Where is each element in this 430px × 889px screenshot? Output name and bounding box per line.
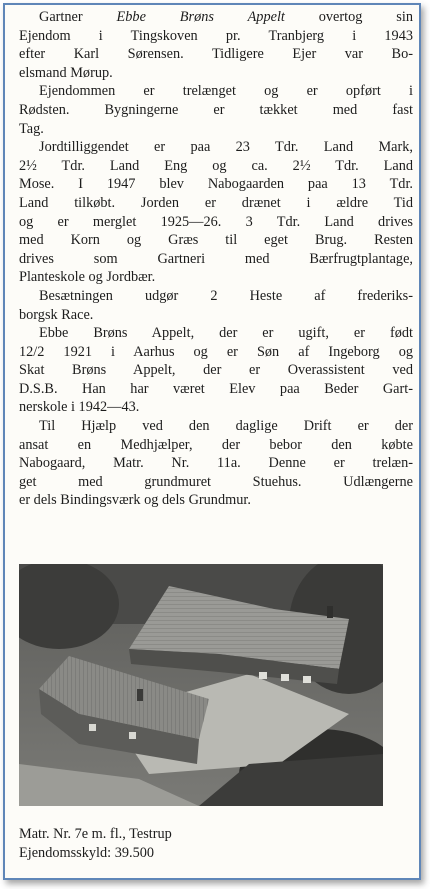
text-line: 12/2 1921 i Aarhus og er Søn af Ingeborg og — [19, 343, 413, 360]
text-line: Planteskole og Jordbær. — [19, 269, 156, 286]
paragraph-land — [19, 138, 413, 287]
text-line: drives som Gartneri med Bærfrugtplantage, — [19, 250, 413, 267]
property-caption — [19, 825, 172, 862]
paragraph-ownership — [19, 8, 413, 82]
text-line: Besætningen udgør 2 Heste af frederiks- — [39, 287, 413, 304]
text-line: Ebbe Brøns Appelt, der er ugift, er født — [39, 325, 413, 342]
paragraph-staff — [19, 417, 413, 510]
property-valuation: Ejendomsskyld: 39.500 — [19, 844, 155, 861]
text-line: ansat en Medhjælper, der bebor den købte — [19, 436, 413, 453]
text-line: og er merglet 1925—26. 3 Tdr. Land drives — [19, 213, 413, 230]
paragraph-buildings — [19, 82, 413, 138]
text-line: Skat Brøns Appelt, der er Overassistent ved — [19, 362, 413, 379]
cadastral-number: Matr. Nr. 7e m. fl., Testrup — [19, 826, 172, 842]
text-span: Gartner — [39, 9, 117, 25]
text-line: Rødsten. Bygningerne er tækket med fast — [19, 101, 413, 118]
text-line: nerskole i 1942—43. — [19, 399, 140, 416]
paragraph-livestock — [19, 287, 413, 324]
text-line: Til Hjælp ved den daglige Drift er der — [39, 418, 413, 435]
text-line: borgsk Race. — [19, 306, 94, 323]
owner-name: Ebbe Brøns Appelt — [116, 9, 285, 25]
text-line: 2½ Tdr. Land Eng og ca. 2½ Tdr. Land — [19, 157, 413, 174]
text-span: overtog sin — [284, 9, 413, 25]
text-line: D.S.B. Han har været Elev paa Beder Gart- — [19, 380, 413, 397]
text-line: med Korn og Græs til eget Brug. Resten — [19, 232, 413, 249]
text-line: efter Karl Sørensen. Tidligere Ejer var Bo- — [19, 46, 413, 63]
text-line: Nabogaard, Matr. Nr. 11a. Denne er trelæn- — [19, 455, 413, 472]
text-line: Ejendom i Tingskoven pr. Tranbjerg i 1943 — [19, 27, 413, 44]
text-line: er dels Bindingsværk og dels Grundmur. — [19, 492, 251, 509]
text-line: elsmand Mørup. — [19, 64, 113, 81]
text-line: get med grundmuret Stuehus. Udlængerne — [19, 473, 413, 490]
text-line: Jordtilliggendet er paa 23 Tdr. Land Mark, — [39, 139, 413, 156]
text-line: Land tilkøbt. Jorden er drænet i ældre Tid — [19, 194, 413, 211]
farm-aerial-photo — [19, 564, 383, 806]
text-line: Ejendommen er trelænget og er opført i — [39, 83, 413, 100]
paragraph-biography — [19, 324, 413, 417]
text-line — [19, 8, 413, 27]
text-line: Tag. — [19, 120, 44, 137]
text-line: Mose. I 1947 blev Nabogaarden paa 13 Tdr. — [19, 176, 413, 193]
article-text — [19, 8, 413, 510]
